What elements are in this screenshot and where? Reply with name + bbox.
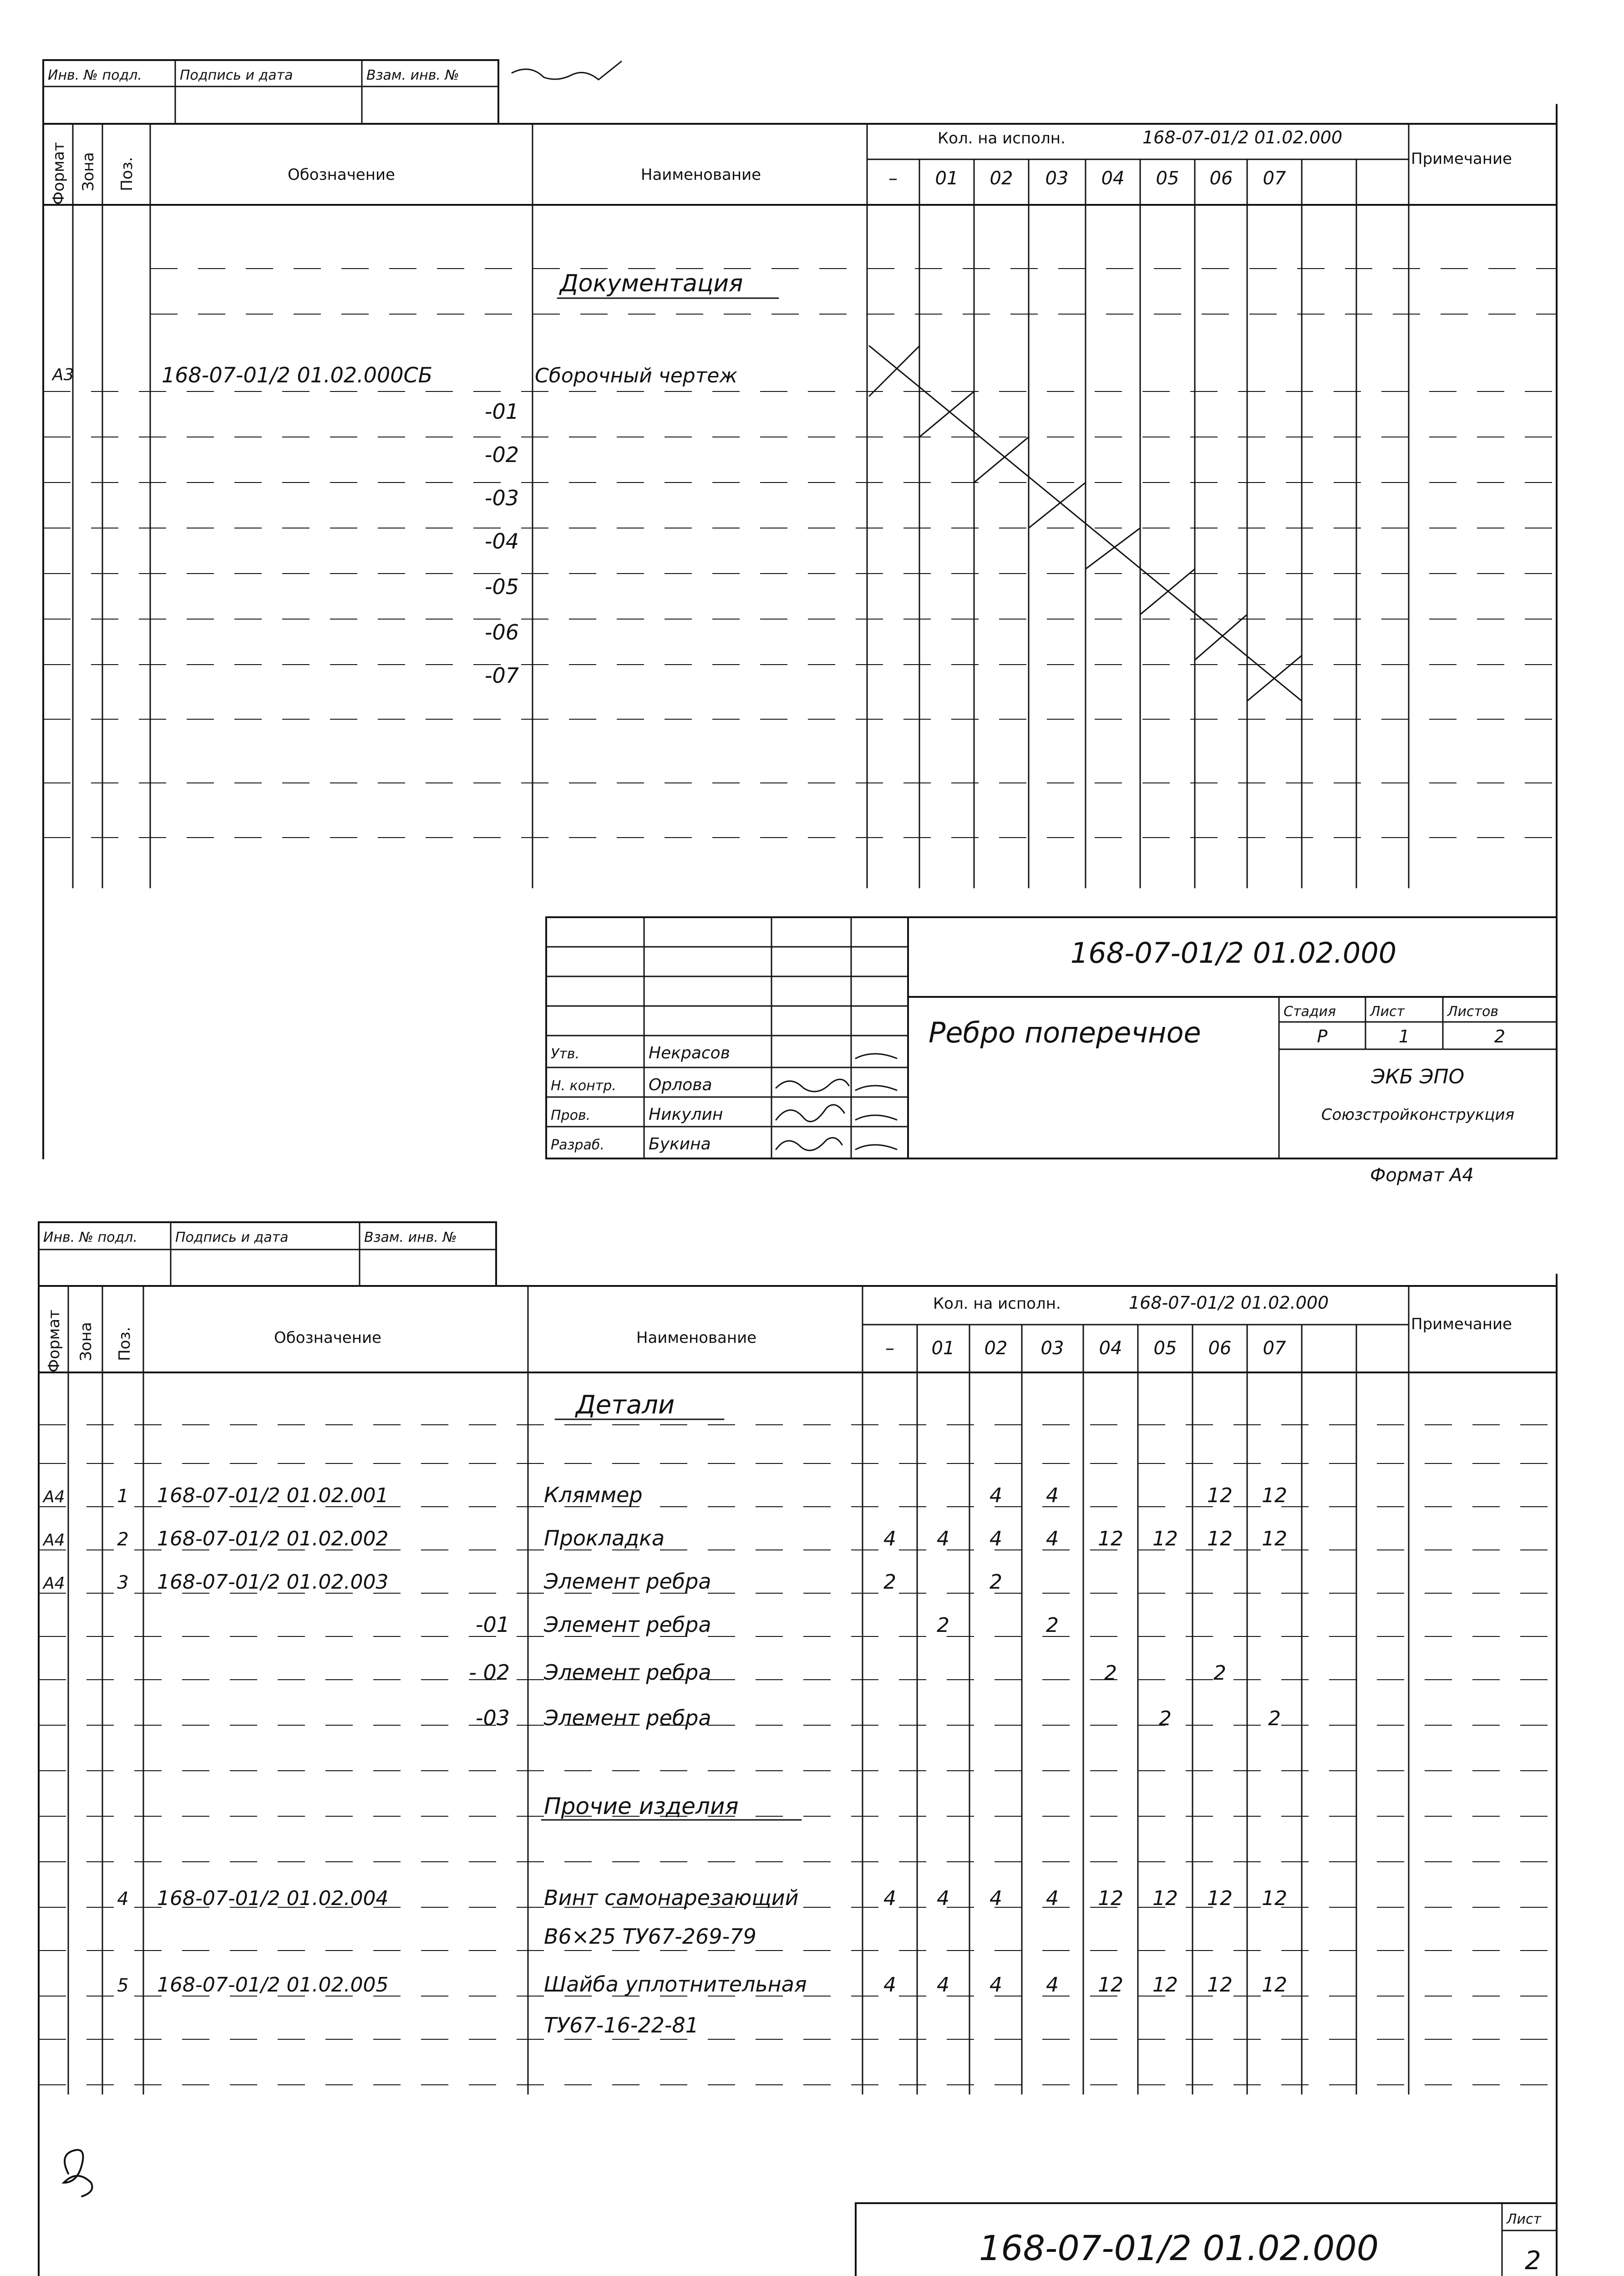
variant-header: 04 (1099, 1338, 1122, 1359)
qty-cell: 4 (937, 1887, 949, 1910)
qty-cell: 4 (990, 1973, 1002, 1997)
variant-header: 03 (1040, 1338, 1064, 1359)
qty-cell: 2 (990, 1570, 1002, 1594)
row-name: Элемент ребра (544, 1706, 711, 1730)
row-designation: 168-07-01/2 01.02.000СБ (162, 363, 433, 387)
qty-cell: 12 (1262, 1527, 1287, 1550)
row-name: В6×25 ТУ67-269-79 (544, 1924, 756, 1949)
col-qty-header: Кол. на исполн. (933, 1295, 1061, 1313)
row-designation: 168-07-01/2 01.02.004 (157, 1887, 389, 1910)
sheet-value: 1 (1398, 1026, 1410, 1047)
row-designation: 168-07-01/2 01.02.005 (157, 1973, 389, 1997)
row-position: 4 (117, 1889, 129, 1910)
col-pos-header: Поз. (116, 1326, 134, 1361)
qty-cell: 4 (1046, 1973, 1059, 1997)
col-note-header: Примечание (1411, 150, 1512, 168)
qty-cell: 4 (883, 1973, 896, 1997)
stamp-signature (512, 61, 621, 80)
qty-cell: 2 (1159, 1707, 1172, 1730)
stamp-inv-label: Инв. № подл. (48, 67, 142, 83)
qty-cell: 4 (1046, 1484, 1059, 1507)
qty-cell: 4 (937, 1973, 949, 1997)
col-designation-header: Обозначение (274, 1329, 381, 1347)
qty-cell: 12 (1262, 1484, 1287, 1507)
row-designation: 168-07-01/2 01.02.001 (157, 1484, 389, 1507)
row-name: Прокладка (544, 1526, 665, 1550)
signer-name: Орлова (649, 1076, 712, 1094)
col-zone-header: Зона (79, 152, 97, 191)
stamp-replace-label: Взам. инв. № (364, 1229, 457, 1245)
row-position: 3 (117, 1572, 129, 1593)
qty-cell: 12 (1207, 1484, 1233, 1507)
variant-header: 01 (931, 1338, 955, 1359)
qty-cell: 2 (883, 1570, 896, 1594)
row-name: Кляммер (544, 1483, 643, 1507)
sheet-1 (43, 60, 1557, 1186)
qty-cell: 4 (990, 1887, 1002, 1910)
suffix-label: -06 (484, 620, 519, 645)
col-pos-header: Поз. (118, 157, 136, 191)
variant-header: – (885, 1338, 894, 1359)
row-position: 1 (117, 1486, 129, 1507)
qty-cell: 12 (1152, 1973, 1178, 1997)
variant-header: 01 (935, 168, 959, 189)
row-name: Шайба уплотнительная (544, 1972, 807, 1997)
row-designation: -03 (475, 1706, 510, 1730)
qty-cell: 12 (1098, 1973, 1123, 1997)
qty-cell: 4 (1046, 1527, 1059, 1550)
row-format: А4 (43, 1531, 65, 1550)
role-label: Н. контр. (551, 1078, 616, 1094)
qty-cell: 12 (1098, 1887, 1123, 1910)
section-parts: Детали (576, 1390, 675, 1420)
role-label: Утв. (551, 1046, 579, 1062)
row-format: А4 (43, 1488, 65, 1506)
variant-headers (885, 1338, 1286, 1359)
qty-cell: 4 (937, 1527, 949, 1550)
role-label: Пров. (551, 1108, 591, 1123)
col-note-header: Примечание (1411, 1315, 1512, 1333)
org-name: ЭКБ ЭПО (1371, 1065, 1465, 1088)
variant-header: 02 (984, 1338, 1008, 1359)
variant-header: 05 (1153, 1338, 1177, 1359)
qty-cell: 4 (1046, 1887, 1059, 1910)
row-designation: 168-07-01/2 01.02.003 (157, 1570, 389, 1594)
variant-header: 07 (1263, 168, 1286, 189)
stamp-replace-label: Взам. инв. № (366, 67, 459, 83)
role-label: Разраб. (551, 1137, 604, 1153)
qty-cell: 2 (937, 1614, 949, 1637)
sheet-label: Лист (1507, 2211, 1542, 2227)
row-format: А3 (52, 366, 74, 384)
row-name: Элемент ребра (544, 1612, 711, 1637)
row-name: ТУ67-16-22-81 (544, 2013, 699, 2037)
sheets-value: 2 (1494, 1026, 1506, 1047)
qty-cell: 12 (1207, 1527, 1233, 1550)
signer-name: Никулин (649, 1105, 723, 1124)
stage-value: Р (1317, 1026, 1328, 1047)
stamp-sign-label: Подпись и дата (180, 67, 293, 83)
variant-header: 03 (1045, 168, 1069, 189)
row-designation: - 02 (469, 1660, 510, 1685)
initials-mark (64, 2150, 92, 2196)
suffix-label: -03 (484, 486, 519, 510)
stamp-sign-label: Подпись и дата (175, 1229, 289, 1245)
row-name: Элемент ребра (544, 1660, 711, 1685)
variant-header: 05 (1156, 168, 1179, 189)
qty-cell: 12 (1152, 1527, 1178, 1550)
row-name: Сборочный чертеж (535, 364, 738, 387)
row-position: 5 (117, 1975, 129, 1996)
col-zone-header: Зона (77, 1322, 95, 1361)
qty-cell: 2 (1104, 1661, 1117, 1685)
variant-headers (888, 168, 1286, 189)
title-doc-number: 168-07-01/2 01.02.000 (1070, 936, 1397, 970)
handwritten-signatures (776, 1054, 897, 1150)
sheet-label: Лист (1370, 1004, 1405, 1020)
title-part-name: Ребро поперечное (929, 1016, 1201, 1049)
col-qty-doc: 168-07-01/2 01.02.000 (1129, 1293, 1329, 1313)
col-qty-doc: 168-07-01/2 01.02.000 (1142, 127, 1343, 147)
variant-header: 06 (1208, 1338, 1232, 1359)
qty-cell: 2 (1046, 1614, 1059, 1637)
qty-cell: 2 (1268, 1707, 1281, 1730)
col-qty-header: Кол. на исполн. (938, 129, 1066, 147)
section-other-items: Прочие изделия (544, 1793, 739, 1819)
signer-name: Букина (649, 1135, 711, 1153)
signer-name: Некрасов (649, 1044, 730, 1062)
signature-roles (551, 1044, 730, 1153)
variant-header: – (888, 168, 898, 189)
col-format-header: Формат (50, 142, 68, 205)
row-format: А4 (43, 1574, 65, 1593)
col-name-header: Наименование (636, 1329, 757, 1347)
suffix-label: -07 (484, 663, 519, 688)
row-name: Элемент ребра (544, 1569, 711, 1594)
col-designation-header: Обозначение (288, 166, 395, 184)
sheets-label: Листов (1447, 1004, 1499, 1020)
col-format-header: Формат (45, 1310, 63, 1372)
qty-cell: 12 (1262, 1973, 1287, 1997)
format-label: Формат А4 (1370, 1165, 1474, 1186)
row-guides (43, 269, 1557, 838)
qty-cell: 4 (883, 1527, 896, 1550)
org-name-2: Союзстройконструкция (1321, 1106, 1515, 1124)
variant-header: 06 (1209, 168, 1233, 189)
sheet-value: 2 (1525, 2246, 1541, 2276)
sheet-2 (39, 1222, 1557, 2276)
row-name: Винт самонарезающий (544, 1885, 799, 1910)
variant-header: 04 (1101, 168, 1125, 189)
qty-cell: 12 (1207, 1887, 1233, 1910)
row-position: 2 (117, 1529, 129, 1550)
qty-cell: 12 (1098, 1527, 1123, 1550)
title-doc-number: 168-07-01/2 01.02.000 (979, 2228, 1379, 2268)
qty-cell: 4 (990, 1527, 1002, 1550)
qty-cell: 4 (990, 1484, 1002, 1507)
variant-suffixes (485, 399, 519, 688)
variant-header: 02 (990, 168, 1013, 189)
qty-cell: 12 (1262, 1887, 1287, 1910)
qty-cell: 2 (1213, 1661, 1226, 1685)
stage-label: Стадия (1284, 1004, 1336, 1020)
suffix-label: -01 (484, 399, 519, 424)
spec-rows (42, 1483, 1287, 2037)
suffix-label: -05 (484, 574, 519, 599)
row-designation: -01 (475, 1612, 510, 1637)
variant-header: 07 (1263, 1338, 1286, 1359)
row-designation: 168-07-01/2 01.02.002 (157, 1527, 389, 1550)
qty-cell: 12 (1152, 1887, 1178, 1910)
suffix-label: -02 (484, 442, 519, 467)
qty-cell: 4 (883, 1887, 896, 1910)
stamp-inv-label: Инв. № подл. (43, 1229, 137, 1245)
qty-cell: 12 (1207, 1973, 1233, 1997)
col-name-header: Наименование (640, 166, 761, 184)
suffix-label: -04 (484, 529, 519, 554)
section-documentation: Документация (560, 270, 743, 297)
